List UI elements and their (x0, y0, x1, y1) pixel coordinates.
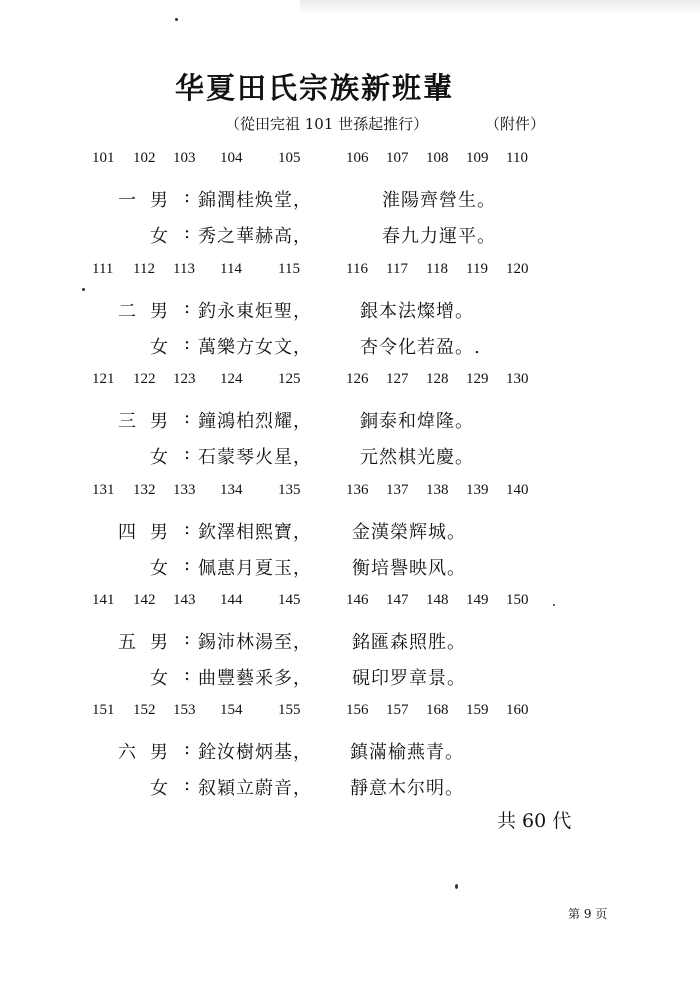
generation-number: 104 (220, 150, 243, 166)
generation-number: 126 (346, 371, 369, 387)
male-characters-second: 鎮滿榆燕青。 (350, 742, 464, 763)
generation-number: 156 (346, 702, 369, 718)
generation-number: 124 (220, 371, 243, 387)
generation-number: 168 (426, 702, 449, 718)
generation-number: 147 (386, 592, 409, 608)
colon: : (184, 628, 191, 649)
male-characters-first: 銓汝樹炳基， (198, 742, 312, 763)
male-characters-first: 鐘鴻柏烈耀， (198, 411, 312, 432)
female-characters-second: 靜意木尔明。 (350, 778, 464, 799)
generation-number: 105 (278, 150, 301, 166)
colon: : (184, 186, 191, 207)
female-characters-second: 硯印罗章景。 (352, 668, 466, 689)
male-label: 男 (150, 301, 168, 322)
group-number-label: 一 (118, 190, 136, 211)
generation-number: 116 (346, 261, 368, 277)
generation-number: 118 (426, 261, 448, 277)
scan-noise (300, 0, 700, 14)
generation-number: 132 (133, 482, 156, 498)
generation-number: 138 (426, 482, 449, 498)
generation-number: 121 (92, 371, 115, 387)
male-characters-first: 錫沛林湯至， (198, 632, 312, 653)
generation-number: 146 (346, 592, 369, 608)
male-characters-first: 欽澤相熙寶， (198, 522, 312, 543)
page-subtitle: （從田完祖 101 世孫起推行） (225, 115, 429, 133)
generation-number: 101 (92, 150, 115, 166)
generation-number: 153 (173, 702, 196, 718)
female-characters-second: 元然棋光慶。 (360, 447, 474, 468)
group-number-label: 二 (118, 301, 136, 322)
generation-number: 122 (133, 371, 156, 387)
generation-number: 108 (426, 150, 449, 166)
female-label: 女 (150, 558, 168, 579)
group-number-label: 三 (118, 411, 136, 432)
scan-speck (455, 884, 458, 889)
colon: : (184, 738, 191, 759)
male-label: 男 (150, 632, 168, 653)
female-characters-first: 秀之華赫高， (198, 226, 312, 247)
generation-number: 106 (346, 150, 369, 166)
female-characters-first: 佩惠月夏玉， (198, 558, 312, 579)
generation-number: 107 (386, 150, 409, 166)
male-characters-second: 金漢榮辉城。 (352, 522, 466, 543)
male-label: 男 (150, 411, 168, 432)
annex-label: （附件） (485, 115, 546, 133)
female-characters-first: 曲豐藝釆多， (198, 668, 312, 689)
group-number-label: 五 (118, 632, 136, 653)
generation-number: 102 (133, 150, 156, 166)
male-label: 男 (150, 522, 168, 543)
generation-number: 134 (220, 482, 243, 498)
generation-number: 114 (220, 261, 242, 277)
female-label: 女 (150, 337, 168, 358)
generation-number: 157 (386, 702, 409, 718)
generation-number: 150 (506, 592, 529, 608)
female-characters-first: 叙穎立蔚音， (198, 778, 312, 799)
generation-number: 155 (278, 702, 301, 718)
colon: : (184, 297, 191, 318)
generation-number: 154 (220, 702, 243, 718)
generation-number: 144 (220, 592, 243, 608)
generation-number: 130 (506, 371, 529, 387)
scan-speck (553, 604, 555, 606)
colon: : (184, 664, 191, 685)
generation-number: 148 (426, 592, 449, 608)
generation-number: 159 (466, 702, 489, 718)
generation-number: 143 (173, 592, 196, 608)
generation-number: 125 (278, 371, 301, 387)
male-characters-second: 淮陽齊營生。 (382, 190, 496, 211)
female-characters-first: 萬樂方女文， (198, 337, 312, 358)
group-number-label: 四 (118, 522, 136, 543)
generation-number: 139 (466, 482, 489, 498)
male-characters-second: 銘匯森照胜。 (352, 632, 466, 653)
female-characters-first: 石蒙琴火星， (198, 447, 312, 468)
generation-number: 117 (386, 261, 408, 277)
colon: : (184, 774, 191, 795)
generation-number: 110 (506, 150, 528, 166)
colon: : (184, 333, 191, 354)
group-number-label: 六 (118, 742, 136, 763)
male-characters-first: 釣永東炬聖， (198, 301, 312, 322)
generation-number: 115 (278, 261, 300, 277)
page-title: 华夏田氏宗族新班輩 (175, 71, 455, 105)
generation-number: 111 (92, 261, 114, 277)
generation-number: 120 (506, 261, 529, 277)
generation-number: 137 (386, 482, 409, 498)
female-label: 女 (150, 668, 168, 689)
generation-number: 136 (346, 482, 369, 498)
generation-number: 112 (133, 261, 155, 277)
generation-number: 141 (92, 592, 115, 608)
colon: : (184, 222, 191, 243)
generation-number: 128 (426, 371, 449, 387)
generation-number: 113 (173, 261, 195, 277)
generation-number: 142 (133, 592, 156, 608)
generation-number: 119 (466, 261, 488, 277)
female-characters-second: 杏令化若盈。. (360, 337, 481, 358)
colon: : (184, 518, 191, 539)
female-label: 女 (150, 226, 168, 247)
generation-number: 140 (506, 482, 529, 498)
male-characters-first: 錦潤桂焕堂， (198, 190, 312, 211)
colon: : (184, 554, 191, 575)
male-label: 男 (150, 742, 168, 763)
scan-speck (82, 288, 85, 291)
generation-number: 103 (173, 150, 196, 166)
generation-number: 123 (173, 371, 196, 387)
generation-number: 131 (92, 482, 115, 498)
generation-number: 133 (173, 482, 196, 498)
female-label: 女 (150, 778, 168, 799)
generation-number: 151 (92, 702, 115, 718)
colon: : (184, 407, 191, 428)
male-characters-second: 銀本法燦增。 (360, 301, 474, 322)
female-characters-second: 衡培譽映风。 (352, 558, 466, 579)
generation-number: 109 (466, 150, 489, 166)
scan-speck (175, 18, 178, 21)
generation-number: 152 (133, 702, 156, 718)
female-characters-second: 春九力運平。 (382, 226, 496, 247)
colon: : (184, 443, 191, 464)
female-label: 女 (150, 447, 168, 468)
total-generations: 共 60 代 (497, 810, 572, 832)
generation-number: 160 (506, 702, 529, 718)
page-number: 第 9 页 (568, 907, 608, 921)
generation-number: 127 (386, 371, 409, 387)
male-label: 男 (150, 190, 168, 211)
generation-number: 129 (466, 371, 489, 387)
male-characters-second: 銅泰和煒隆。 (360, 411, 474, 432)
generation-number: 149 (466, 592, 489, 608)
generation-number: 145 (278, 592, 301, 608)
generation-number: 135 (278, 482, 301, 498)
